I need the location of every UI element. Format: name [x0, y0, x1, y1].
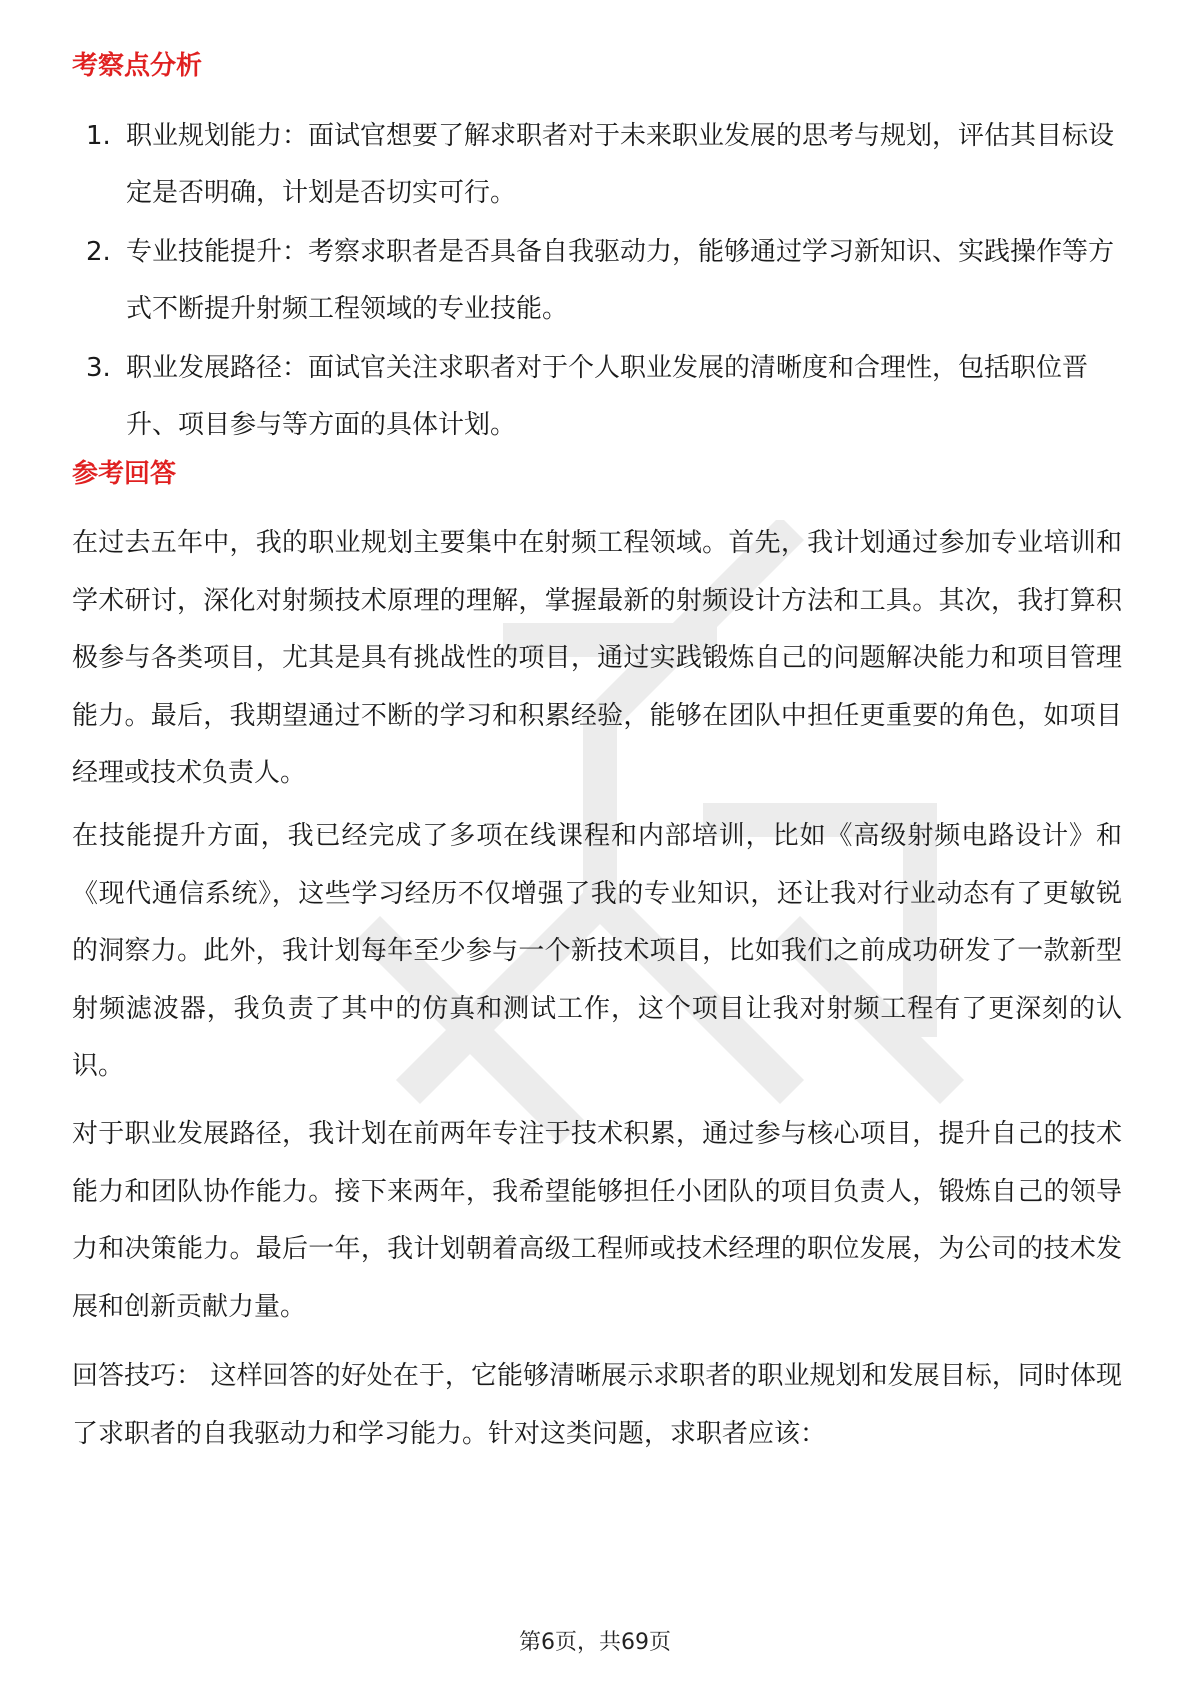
list-text: 职业规划能力：面试官想要了解求职者对于未来职业发展的思考与规划，评估其目标设定是否明确，计划是否切实可行。 — [126, 121, 1115, 208]
page-number: 第6页，共69页 — [519, 1630, 671, 1655]
analysis-list — [72, 108, 1122, 456]
list-item — [72, 340, 1122, 454]
list-number: 3. — [86, 353, 111, 383]
list-number: 1. — [86, 121, 111, 151]
list-number: 2. — [86, 237, 111, 267]
answer-paragraph: 在技能提升方面，我已经完成了多项在线课程和内部培训，比如《高级射频电路设计》和《现代通信系统》，这些学习经历不仅增强了我的专业知识，还让我对行业动态有了更敏锐的洞察力。此外，我计划每年至少参与一个新技术项目，比如我们之前成功研发了一款新型射频滤波器，我负责了其中的仿真和测试工作，这个项目让我对射频工程有了更深刻的认识。 — [72, 821, 1122, 1081]
list-text: 专业技能提升：考察求职者是否具备自我驱动力，能够通过学习新知识、实践操作等方式不断提升射频工程领域的专业技能。 — [126, 237, 1115, 324]
answer-paragraph: 在过去五年中，我的职业规划主要集中在射频工程领域。首先，我计划通过参加专业培训和学术研讨，深化对射频技术原理的理解，掌握最新的射频设计方法和工具。其次，我打算积极参与各类项目，尤其是具有挑战性的项目，通过实践锻炼自己的问题解决能力和项目管理能力。最后，我期望通过不断的学习和积累经验，能够在团队中担任更重要的角色，如项目经理或技术负责人。 — [72, 528, 1122, 788]
list-item — [72, 224, 1122, 338]
analysis-heading: 考察点分析 — [72, 51, 203, 81]
answer-heading: 参考回答 — [72, 459, 177, 489]
list-text: 职业发展路径：面试官关注求职者对于个人职业发展的清晰度和合理性，包括职位晋升、项目参与等方面的具体计划。 — [126, 353, 1089, 440]
answer-tips-paragraph: 回答技巧： 这样回答的好处在于，它能够清晰展示求职者的职业规划和发展目标，同时体现了求职者的自我驱动力和学习能力。针对这类问题，求职者应该： — [72, 1361, 1122, 1449]
answer-paragraph: 对于职业发展路径，我计划在前两年专注于技术积累，通过参与核心项目，提升自己的技术能力和团队协作能力。接下来两年，我希望能够担任小团队的项目负责人，锻炼自己的领导力和决策能力。最后一年，我计划朝着高级工程师或技术经理的职位发展，为公司的技术发展和创新贡献力量。 — [72, 1119, 1122, 1322]
list-item — [72, 108, 1122, 222]
